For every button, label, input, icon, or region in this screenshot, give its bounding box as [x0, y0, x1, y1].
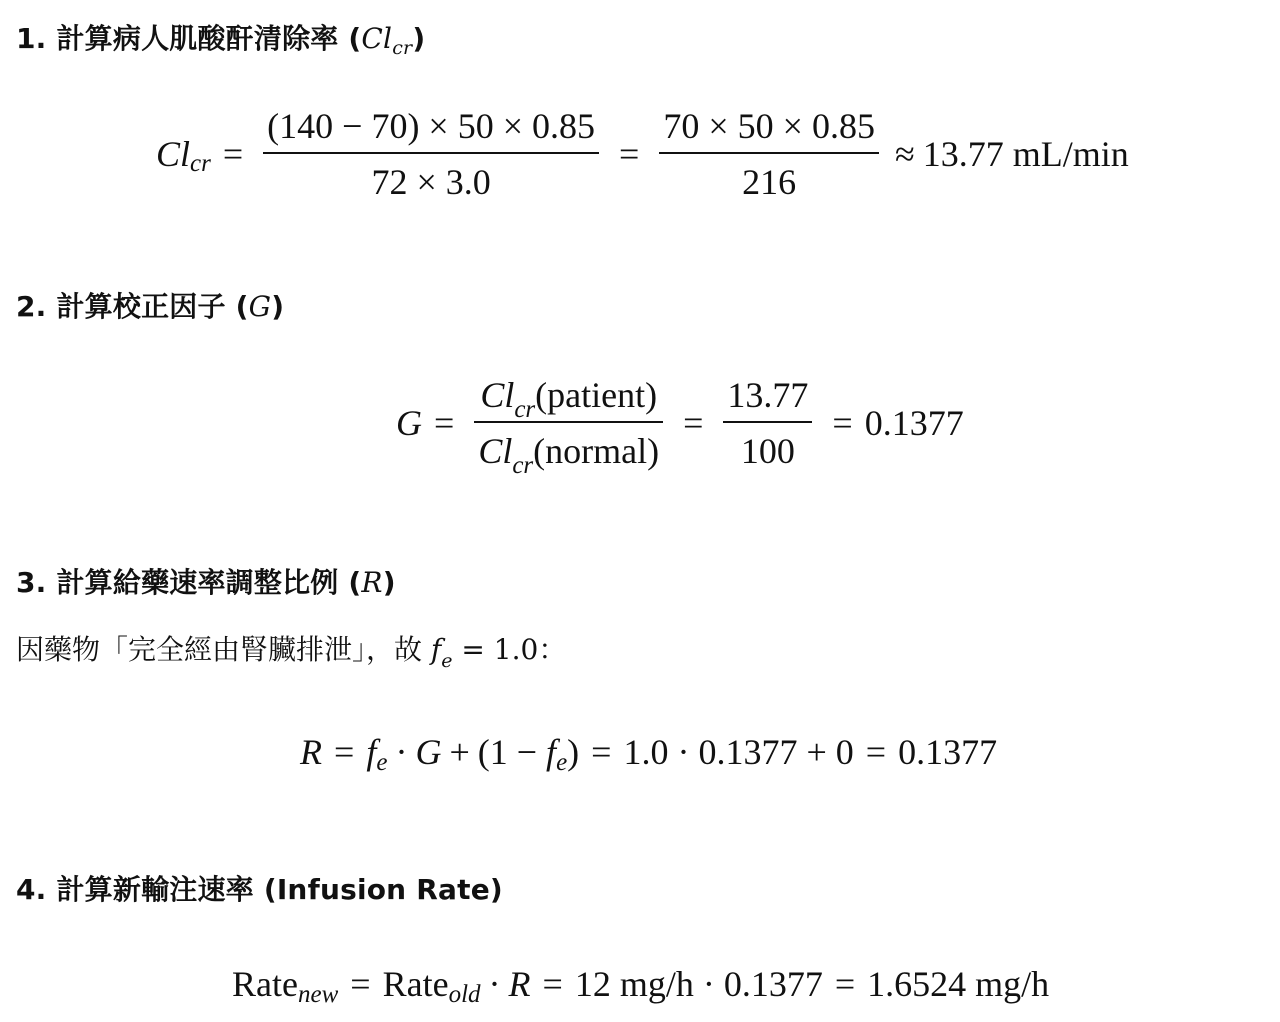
excretion-note: 因藥物「完全經由腎臟排泄」，故 $f_e = 1.0$：: [16, 633, 567, 672]
fraction-clearance-ratio: $\frac{Cl_{cr}(patient)}{Cl_{cr}(normal)}$: [474, 377, 663, 469]
fraction-1: $\frac{(140 - 70) \times 50 \times 0.85}{72 \times 3.0}$: [263, 108, 599, 200]
section-4-heading: 4. 計算新輸注速率 (Infusion Rate): [16, 873, 503, 906]
section-3-heading: 3. 計算給藥速率調整比例 (R): [16, 566, 396, 599]
fraction-2: $\frac{70 \times 50 \times 0.85}{216}$: [659, 108, 879, 200]
correction-factor-equation: G = $\frac{Cl_{cr}(patient)}{Cl_{cr}(normal)}$ = $\frac{13.77}{100}$ = 0.1377: [396, 375, 964, 479]
infusion-rate-equation: Rate new = Rate old · R = 12 mg/h · 0.1377 = 1.6524 mg/h: [232, 964, 1050, 1008]
fraction-numeric: $\frac{13.77}{100}$: [723, 377, 812, 469]
rate-ratio-equation: R = f e · G + (1 − f e ) = 1.0 · 0.1377 + 0 = 0.1377: [300, 732, 998, 776]
creatinine-clearance-equation: Cl cr = $\frac{(140 - 70) \times 50 \times 0.85}{72 \times 3.0}$ = $\frac{70 \times 50 \times 0.85}{216}$ ≈ 13.77 mL/min: [156, 106, 1129, 202]
section-2-heading: 2. 計算校正因子 (G): [16, 290, 285, 323]
section-1-heading: 1. 計算病人肌酸酐清除率 $(Cl_{cr})$: [16, 22, 426, 59]
